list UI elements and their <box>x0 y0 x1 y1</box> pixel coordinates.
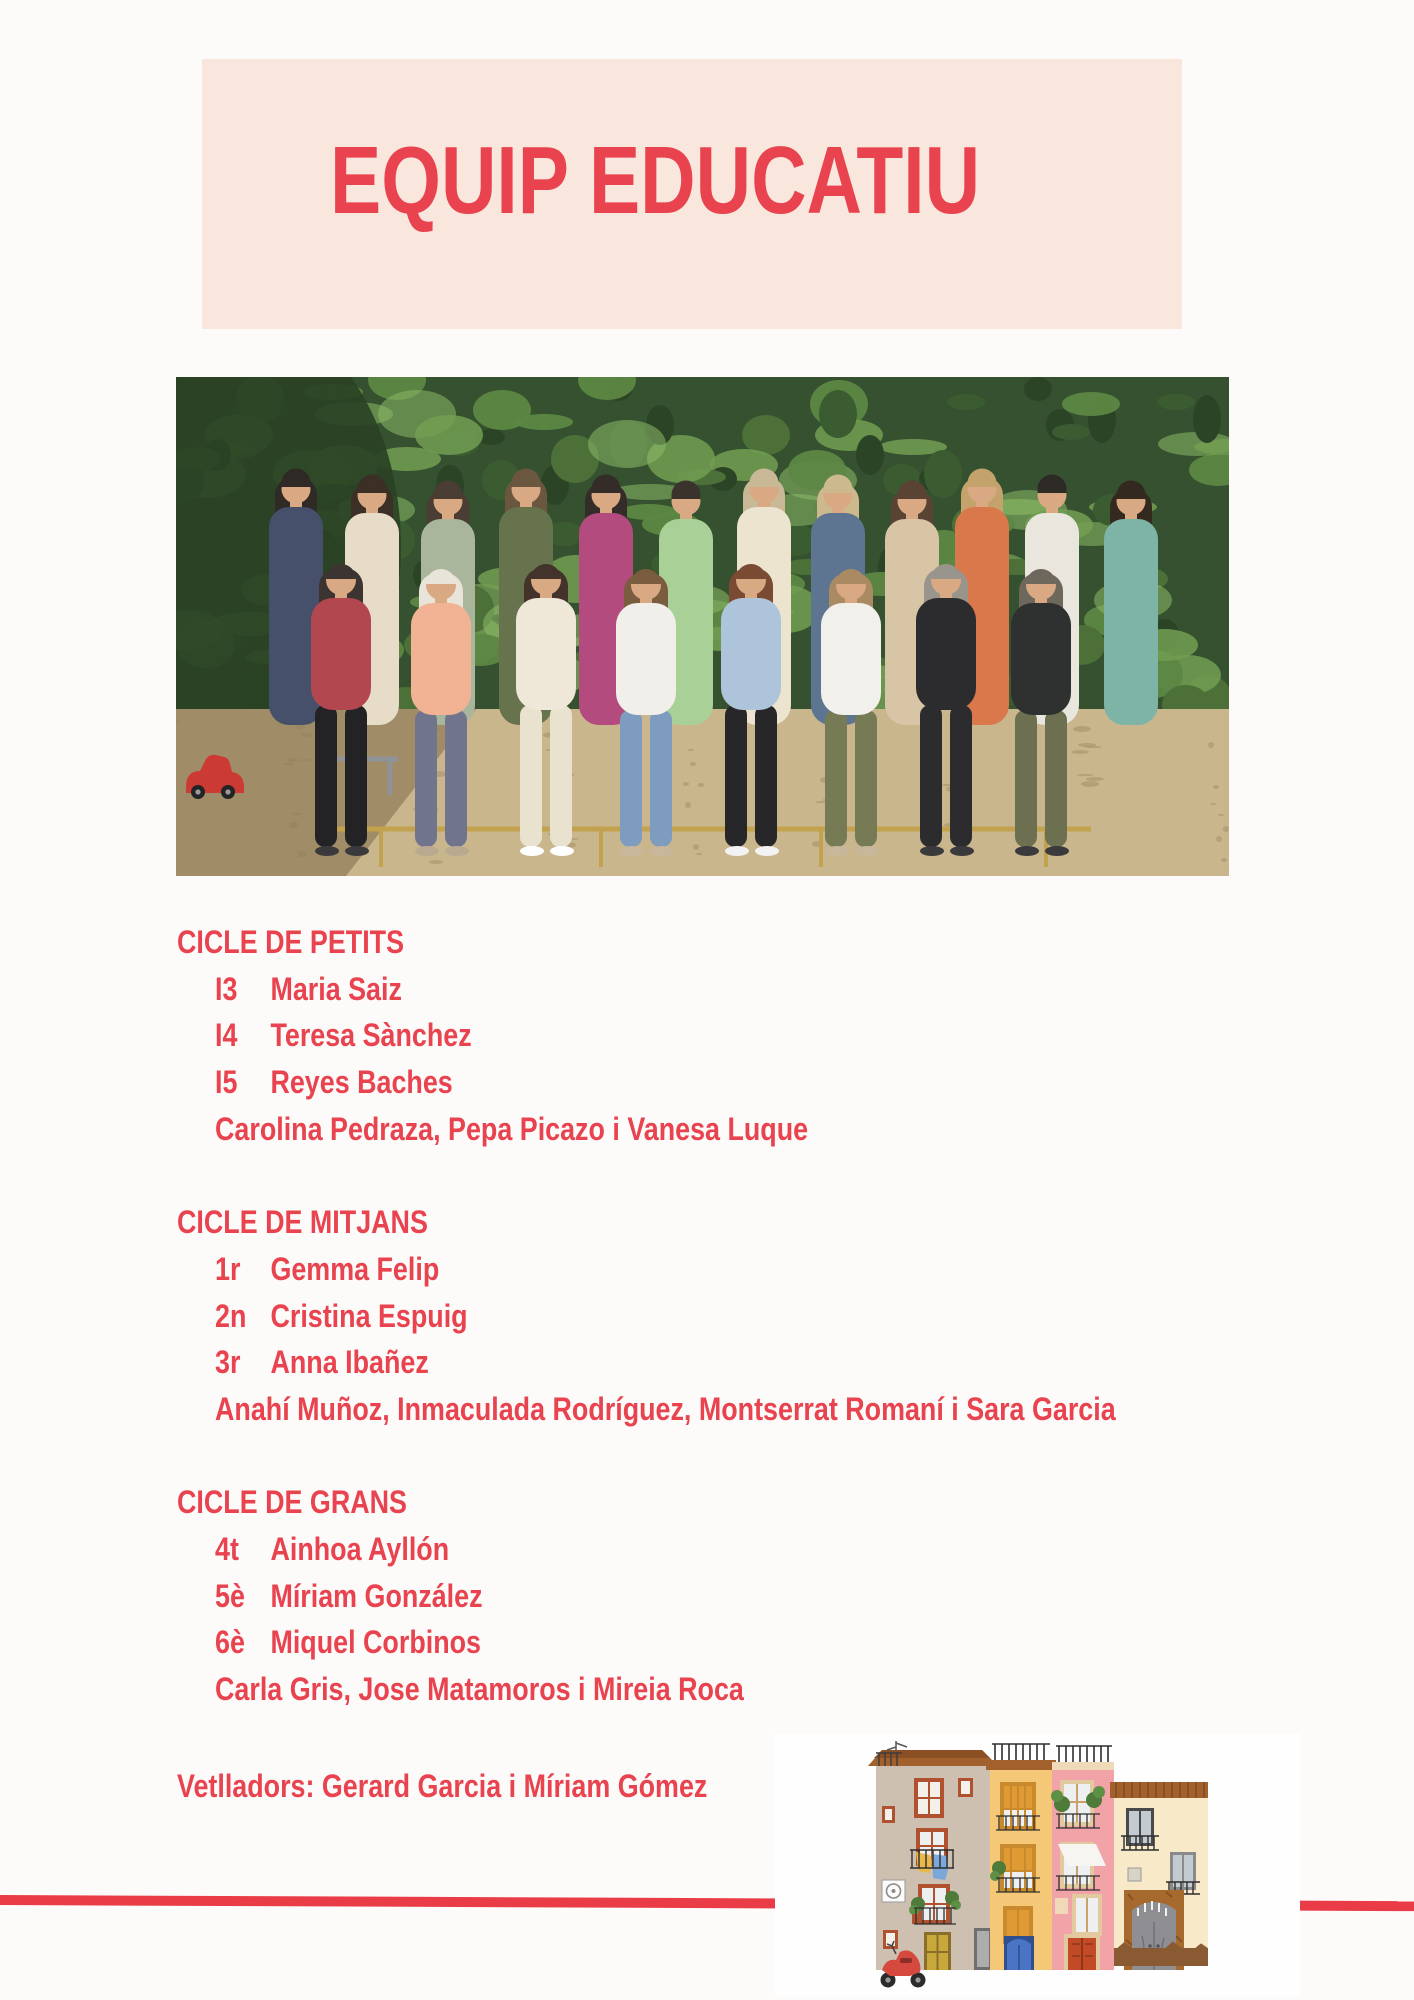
teacher-name: Miquel Corbinos <box>270 1624 481 1661</box>
roster-row <box>215 966 1116 1013</box>
roster <box>177 919 1287 1810</box>
support-staff-line: Anahí Muñoz, Inmaculada Rodríguez, Montserrat Romaní i Sara Garcia <box>215 1390 1116 1427</box>
grade-label: 1r <box>215 1250 241 1287</box>
grade-label: 3r <box>215 1344 241 1381</box>
grade-label: I4 <box>215 1017 238 1054</box>
teacher-name: Teresa Sànchez <box>270 1017 472 1054</box>
section-heading: CICLE DE PETITS <box>177 924 405 960</box>
section-cicle-de-grans <box>177 1479 1287 1759</box>
section-cicle-de-mitjans <box>177 1199 1287 1479</box>
team-photo-illustration <box>176 377 1229 876</box>
team-photo <box>176 377 1229 876</box>
header-box <box>202 59 1182 329</box>
page-title: EQUIP EDUCATIU <box>330 127 981 234</box>
grade-label: 4t <box>215 1530 239 1567</box>
buildings-illustration <box>775 1734 1300 1996</box>
grade-label: I5 <box>215 1064 238 1101</box>
roster-row <box>215 1293 1116 1340</box>
spacer <box>177 1433 1287 1480</box>
building-pink <box>1051 1746 1114 1970</box>
building-cream <box>1110 1782 1208 1970</box>
roster-row <box>215 1573 1116 1620</box>
grade-label: 5è <box>215 1577 245 1614</box>
roster-row <box>215 1619 1116 1666</box>
roster-row <box>215 1012 1116 1059</box>
teacher-name: Míriam González <box>270 1577 483 1614</box>
teacher-name: Cristina Espuig <box>270 1297 468 1334</box>
support-staff-line: Carolina Pedraza, Pepa Picazo i Vanesa Luque <box>215 1110 809 1147</box>
section-cicle-de-petits <box>177 919 1287 1199</box>
teacher-name: Ainhoa Ayllón <box>270 1530 450 1567</box>
section-heading: CICLE DE MITJANS <box>177 1204 428 1241</box>
support-staff-line: Carla Gris, Jose Matamoros i Mireia Roca <box>215 1671 744 1707</box>
section-heading: CICLE DE GRANS <box>177 1484 407 1521</box>
roster-row <box>215 1059 1116 1106</box>
teacher-name: Maria Saiz <box>270 970 402 1007</box>
grade-label: 6è <box>215 1624 245 1661</box>
building-yellow <box>986 1744 1056 1970</box>
teacher-name: Gemma Felip <box>270 1250 440 1287</box>
grade-label: I3 <box>215 970 238 1007</box>
roster-row <box>215 1246 1116 1293</box>
roster-row <box>215 1526 1116 1573</box>
buildings-drawing <box>866 1740 1208 1990</box>
teacher-name: Anna Ibañez <box>270 1344 429 1381</box>
vetlladors-line: Vetlladors: Gerard Garcia i Míriam Gómez <box>177 1768 708 1805</box>
grade-label: 2n <box>215 1297 247 1334</box>
spacer <box>177 1152 1287 1199</box>
teacher-name: Reyes Baches <box>270 1064 453 1101</box>
roster-row <box>215 1339 1116 1386</box>
